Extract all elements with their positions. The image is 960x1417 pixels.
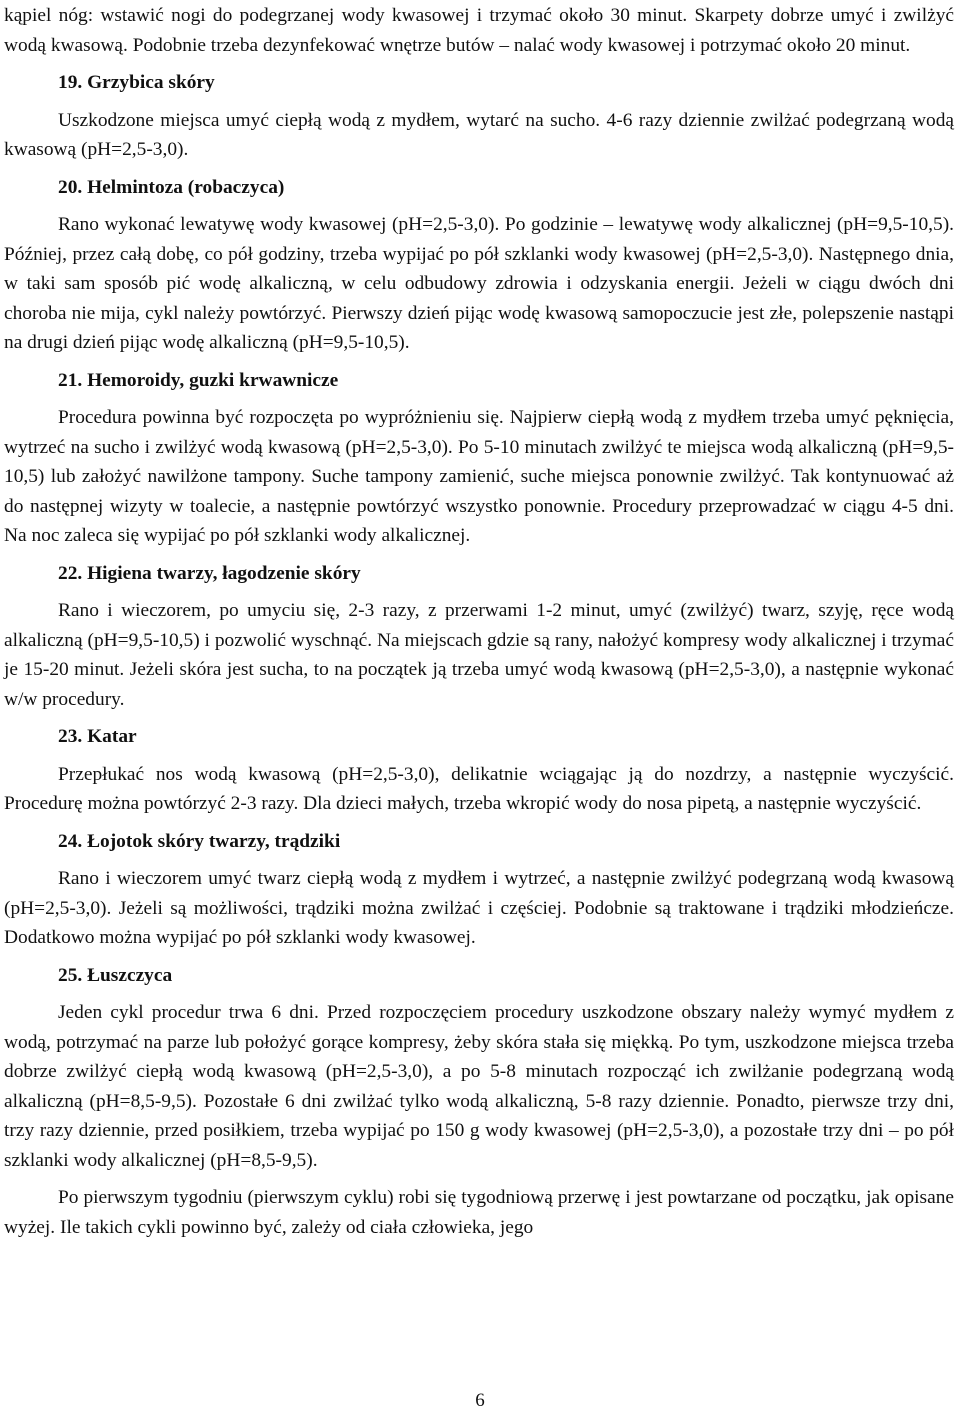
section-heading-19: 19. Grzybica skóry bbox=[58, 72, 215, 93]
intro-paragraph: kąpiel nóg: wstawić nogi do podegrzanej wody kwasowej i trzymać około 30 minut. Skarpety dobrze umyć i zwilżyć wodą kwasową. Podobnie trzeba dezynfekować wnętrze butów – nalać wody kwasowej i potrzymać około 20 minut. bbox=[4, 5, 954, 56]
section-22-paragraph: Rano i wieczorem, po umyciu się, 2-3 razy, z przerwami 1-2 minut, umyć (zwilżyć) twarz, szyję, ręce wodą alkaliczną (pH=9,5-10,5) i pozwolić wyschnąć. Na miejscach gdzie są rany, nałożyć kompresy wody alkalicznej i trzymać je 15-20 minut. Jeżeli skóra jest sucha, to na początek ją trzeba umyć wodą kwasową (pH=2,5-3,0), a następnie wykonać w/w procedury. bbox=[4, 600, 954, 710]
section-heading-20: 20. Helmintoza (robaczyca) bbox=[58, 176, 285, 198]
section-20-paragraph: Rano wykonać lewatywę wody kwasowej (pH=2,5-3,0). Po godzinie – lewatywę wody alkalicznej (pH=9,5-10,5). Później, przez całą dobę, co pół godziny, trzeba wypijać po pół szklanki wody kwasowej (pH=2,5-3,0). Następnego dnia, w taki sam sposób pić wodę alkaliczną, w celu odbudowy zdrowia i odzyskania energii. Jeżeli w ciągu dwóch dni choroba nie mija, cykl należy powtórzyć. Pierwszy dzień pijąc wodę kwasową samopoczucie jest złe, polepszenie nastąpi na drugi dzień pijąc wodę alkaliczną (pH=9,5-10,5). bbox=[4, 214, 954, 353]
section-heading-24: 24. Łojotok skóry twarzy, trądziki bbox=[58, 830, 341, 852]
section-heading-25: 25. Łuszczyca bbox=[58, 964, 173, 986]
section-24-paragraph: Rano i wieczorem umyć twarz ciepłą wodą z mydłem i wytrzeć, a następnie zwilżyć podegrzaną wodą kwasową (pH=2,5-3,0). Jeżeli są możliwości, trądziki można zwilżać i częściej. Podobnie są traktowane i trądziki młodzieńcze. Dodatkowo można wypijać po pół szklanki wody kwasowej. bbox=[4, 868, 954, 948]
section-23-paragraph: Przepłukać nos wodą kwasową (pH=2,5-3,0), delikatnie wciągając ją do nozdrzy, a następnie wyczyścić. Procedurę można powtórzyć 2-3 razy. Dla dzieci małych, trzeba wkropić wody do nosa pipetą, a następnie wyczyścić. bbox=[4, 763, 954, 814]
section-19-paragraph: Uszkodzone miejsca umyć ciepłą wodą z mydłem, wytarć na sucho. 4-6 razy dziennie zwilżać podegrzaną wodą kwasową (pH=2,5-3,0). bbox=[4, 109, 954, 160]
section-25-paragraph-1: Jeden cykl procedur trwa 6 dni. Przed rozpoczęciem procedury uszkodzone obszary należy wymyć mydłem z wodą, potrzymać na parze lub położyć gorące kompresy, żeby skóra stała się miękką. Po tym, uszkodzone miejsca trzeba dobrze zwilżyć ciepłą wodą kwasową (pH=2,5-3,0), a po 5-8 minutach rozpocząć ich zwilżanie podegrzaną wodą alkaliczną (pH=8,5-9,5). Pozostałe 6 dni zwilżać tylko wodą alkaliczną, 5-8 razy dziennie. Ponadto, pierwsze trzy dni, trzy razy dziennie, przed posiłkiem, trzeba wypijać po 150 g wody kwasowej (pH=2,5-3,0), a pozostałe trzy dni – po pół szklanki wody alkalicznej (pH=8,5-9,5). bbox=[4, 1002, 954, 1171]
section-heading-22: 22. Higiena twarzy, łagodzenie skóry bbox=[58, 562, 361, 584]
section-21-paragraph: Procedura powinna być rozpoczęta po wypróżnieniu się. Najpierw ciepłą wodą z mydłem trzeba umyć pęknięcia, wytrzeć na sucho i zwilżyć wodą kwasową (pH=2,5-3,0). Po 5-10 minutach zwilżyć te miejsca wodą alkaliczną (pH=9,5-10,5) lub założyć nawilżone tampony. Suche tampony zamienić, suche miejsca ponownie zwilżyć. Tak kontynuować aż do następnej wizyty w toalecie, a następnie powtórzyć wszystko ponownie. Procedury przeprowadzać w ciągu 4-5 dni. Na noc zaleca się wypijać po pół szklanki wody alkalicznej. bbox=[4, 407, 954, 546]
section-25-paragraph-2: Po pierwszym tygodniu (pierwszym cyklu) robi się tygodniową przerwę i jest powtarzane od początku, jak opisane wyżej. Ile takich cykli powinno być, zależy od ciała człowieka, jego bbox=[4, 1187, 954, 1238]
section-heading-23: 23. Katar bbox=[58, 726, 137, 747]
document-page bbox=[4, 0, 954, 1242]
section-heading-21: 21. Hemoroidy, guzki krwawnicze bbox=[58, 369, 339, 391]
page-number: 6 bbox=[475, 1390, 485, 1411]
